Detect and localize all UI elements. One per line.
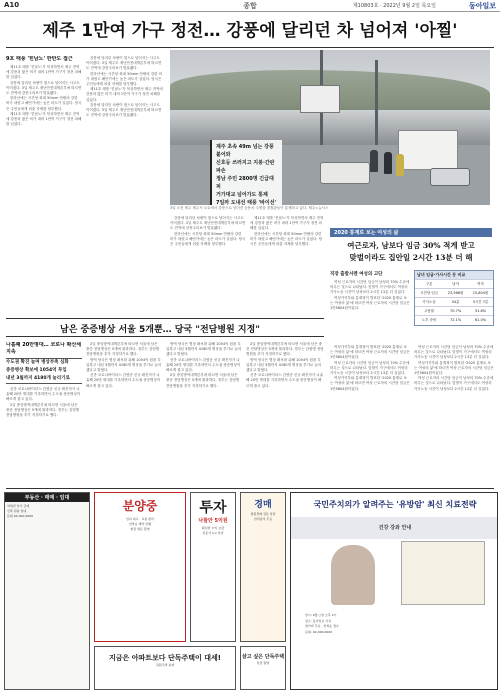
ad-line: 문의 02-000-0000 — [7, 514, 34, 518]
story-paragraph: 신종 코로나바이러스 감염증 신규 확진자가 나흘째 20만 명대를 기록하면서 수도권 중증병상이 빠르게 줄고 있다. — [166, 357, 241, 373]
road-sign — [300, 85, 340, 113]
feature-paragraph: 여성가족부와 통계청이 발표한 '2020 통계로 보는 여성의 삶'에 따르면 여성 근로자의 시간당 임금은 1만5804원이었다. — [330, 295, 410, 311]
feature-body — [414, 345, 494, 485]
table-row — [415, 280, 493, 289]
divider — [6, 488, 494, 489]
stats-table — [414, 270, 494, 326]
body-paragraph: 강풍에 달리던 차량이 옆으로 넘어지는 사고도 이어졌다. 3일 제주도 재난안전대책본부에 따르면 도 전역에 강풍주의보가 발효됐다. — [170, 216, 246, 231]
stats-table-title: 남녀 임금·가사시간 등 비교 — [415, 271, 493, 279]
ad-info-line: 일시: 9월 ○일 오후 2시 — [305, 613, 337, 617]
feature-paragraph: 여성가족부와 통계청이 발표한 '2020 통계로 보는 여성의 삶'에 따르면 여성 근로자의 시간당 임금은 1만5804원이었다. — [330, 345, 410, 360]
ad-lines — [241, 510, 285, 524]
body-paragraph: 제11호 태풍 '힌남노'가 북상하면서 제주 전역에 강풍과 많은 비가 내려 1만여 가구가 정전 피해를 입었다. — [250, 216, 324, 231]
story-paragraph: 신종 코로나바이러스 감염증 신규 확진자가 나흘째 20만 명대를 기록하면서 수도권 중증병상이 빠르게 줄고 있다. — [86, 373, 161, 388]
table-cell: 61.0% — [468, 316, 493, 325]
ad-info — [305, 613, 485, 635]
feature-paragraph: 여성가족부와 통계청이 발표한 '2020 통계로 보는 여성의 삶'에 따르면 여성 근로자의 시간당 임금은 1만5804원이었다. — [330, 376, 410, 391]
story-paragraph: 방역 당국은 병상 확보를 위해 1054억 원을 투입하고 내년 3월까지 4180개 병상을 추가로 늘리겠다고 밝혔다. — [86, 357, 162, 373]
doctor-portrait — [331, 545, 375, 605]
lead-paragraph: 제11호 태풍 '힌남노'가 북상하면서 제주 전역에 강풍과 많은 비가 내려 1만여 가구가 정전 피해를 입었다. — [6, 65, 82, 80]
table-cell: 51.8% — [468, 307, 493, 316]
story-headline: 남은 중증병상 서울 5개뿐… 당국 "전담병원 지정" — [60, 325, 260, 335]
summary-line: 내년 3월까지 4180개 늘리기로 — [6, 376, 70, 381]
stats-table-grid — [415, 279, 493, 325]
ad-title: 지금은 아파트보다 단독주택이 대세! — [109, 654, 221, 662]
body-paragraph: 한라산에는 시간당 최대 50mm 안팎의 강한 비가 내렸고 해안가에는 높은 파도가 일었다. 당국은 주민들에게 외출 자제를 당부했다. — [250, 231, 323, 247]
ad-title: 분양중 — [122, 499, 158, 513]
ad-line: 전원주택 분양 — [155, 663, 175, 667]
lead-column-2 — [86, 56, 164, 306]
feature-body — [330, 345, 410, 485]
story-paragraph: 2일 중앙방역대책본부에 따르면 서울에 남은 중증 전담병상은 5개에 불과하다. 정부는 감염병 전담병원을 추가 지정하기로 했다. — [166, 373, 240, 388]
promo-card — [401, 541, 485, 605]
ad-subtitle: 낙찰만 5억원 — [198, 518, 228, 524]
table-row — [415, 316, 493, 325]
ad-lines — [191, 524, 235, 538]
ad-lines — [5, 502, 89, 521]
ad-title: 경매 — [254, 500, 272, 510]
ad-line: 법원경매 전문 상담 — [250, 512, 276, 516]
overlay-line: 거가대교 넘어가도 통제 — [216, 192, 268, 198]
news-photo — [170, 50, 490, 205]
feature-side-label: 직장 출발서렌 여성의 고단 — [330, 272, 383, 277]
feature-paragraph: 여성 근로자의 시간당 임금이 남성의 70% 수준에 머무는 것으로 나타났다. 맞벌이 가구에서도 여성의 가사노동 시간이 남성보다 2시간 13분 더 길었다. — [414, 376, 494, 391]
classified-ad-invest[interactable] — [190, 492, 236, 642]
summary-line: 중증병상 확보에 1054억 투입 — [6, 368, 67, 373]
story-paragraph: 2일 중앙방역대책본부에 따르면 서울에 남은 중증 전담병상은 5개에 불과하다. 정부는 감염병 전담병원을 추가 지정하기로 했다. — [246, 342, 324, 357]
body-paragraph: 한라산에는 시간당 최대 50mm 안팎의 강한 비가 내렸고 해안가에는 높은 파도가 일었다. 당국은 주민들에게 외출 자제를 당부했다. — [170, 231, 246, 247]
feature-box-title: 2020 통계로 보는 여성의 삶 — [330, 228, 492, 237]
story-paragraph: 방역 당국은 병상 확보를 위해 1054억 원을 투입하고 내년 3월까지 4180개 병상을 추가로 늘리겠다고 밝혔다. — [166, 342, 242, 357]
divider — [6, 318, 324, 319]
table-cell: 23,566원 — [443, 289, 468, 298]
photo-caption: 3일 오전 제주 제주시 도로에서 강풍으로 넘어진 승용차 주변을 경찰관들이 통제하고 있다. 제주=뉴시스 — [170, 206, 329, 210]
feature-headline-line: 여근로자, 남보다 임금 30% 적게 받고 맞벌이라도 집안일 2시간 13분 더 해 — [347, 241, 475, 262]
table-cell: 72.1% — [443, 316, 468, 325]
person — [384, 152, 392, 174]
photo-overlay-summary — [210, 140, 282, 205]
ad-line: 역세권 상가 급매 — [7, 504, 30, 508]
page-header — [0, 0, 500, 12]
table-cell: 남자 — [443, 280, 468, 289]
feature-body — [330, 280, 410, 340]
summary-line: 수도권 확진 늘며 병상부족 심화 — [6, 360, 69, 365]
table-cell: 가사노동 — [415, 298, 443, 307]
story-column — [166, 342, 242, 482]
overlay-line: 신호등 쓰러지고 지붕·간판 파손 — [216, 160, 275, 174]
ad-line: 전문가 1:1 상담 — [202, 531, 224, 535]
lead-paragraph: 한라산에는 시간당 최대 50mm 안팎의 강한 비가 내렸고 해안가에는 높은 파도가 일었다. 당국은 주민들에게 외출 자제를 당부했다. — [86, 71, 163, 87]
divider — [6, 47, 494, 48]
story-paragraph: 2일 중앙방역대책본부에 따르면 서울에 남은 중증 전담병상은 5개에 불과하다. 정부는 감염병 전담병원을 추가 지정하기로 했다. — [6, 402, 80, 418]
lead-column-1 — [6, 56, 82, 306]
newspaper-name: 동아일보 — [468, 1, 496, 10]
classified-ad-realestate[interactable] — [4, 492, 90, 690]
table-cell: 노후 준비 — [415, 316, 443, 325]
body-column — [170, 216, 246, 316]
table-cell: 70.7% — [443, 307, 468, 316]
story-summary — [6, 358, 82, 384]
ad-line: 상담 환영 — [256, 661, 270, 665]
table-cell: 고용률 — [415, 307, 443, 316]
ad-info-line: 장소: 동아일보 사옥 — [305, 618, 332, 623]
classified-ad-sale[interactable] — [94, 492, 186, 642]
overlay-line: 정남 주민 2800명 긴급대피 — [216, 176, 274, 190]
story-paragraph: 신종 코로나바이러스 감염증 신규 확진자가 나흘째 20만 명대를 기록하면서 수도권 중증병상이 빠르게 줄고 있다. — [246, 373, 324, 388]
overlay-line: 7일까 도내선 태풍 '바이선' — [216, 200, 277, 205]
story-paragraph: 신종 코로나바이러스 감염증 신규 확진자가 나흘째 20만 명대를 기록하면서 수도권 중증병상이 빠르게 줄고 있다. — [6, 387, 81, 402]
truck — [398, 130, 458, 170]
table-cell: 54분 — [443, 298, 468, 307]
main-headline: 제주 1만여 가구 정전… 강풍에 달리던 차 넘어져 '아찔' — [42, 21, 458, 41]
ad-title: 국민주치의가 알려주는 '유방암' 최신 치료전략 — [313, 500, 477, 509]
ad-info-line: 참가비 무료 · 선착순 접수 — [305, 624, 339, 628]
overturned-car — [320, 162, 370, 184]
table-row — [415, 298, 493, 307]
ad-line: 권리분석 무료 — [253, 517, 273, 521]
story-column — [246, 342, 324, 482]
feature-paragraph: 여성가족부와 통계청이 발표한 '2020 통계로 보는 여성의 삶'에 따르면 여성 근로자의 시간당 임금은 1만5804원이었다. — [414, 360, 494, 376]
table-row — [415, 307, 493, 316]
story-column — [86, 342, 162, 482]
story-paragraph: 방역 당국은 병상 확보를 위해 1054억 원을 투입하고 내년 3월까지 4180개 병상을 추가로 늘리겠다고 밝혔다. — [246, 357, 322, 373]
lead-paragraph: 강풍에 달리던 차량이 옆으로 넘어지는 사고도 이어졌다. 3일 제주도 재난안전대책본부에 따르면 도 전역에 강풍주의보가 발효됐다. — [86, 102, 162, 118]
lead-label: 9호 태풍 '힌남노' 한반도 접근 — [6, 56, 73, 62]
lead-paragraph: 한라산에는 시간당 최대 50mm 안팎의 강한 비가 내렸고 해안가에는 높은 파도가 일었다. 당국은 주민들에게 외출 자제를 당부했다. — [6, 96, 82, 111]
health-seminar-ad[interactable] — [290, 492, 498, 690]
table-cell: 시간당 임금 — [415, 289, 443, 298]
table-row — [415, 289, 493, 298]
ad-title: 살고 싶은 단독주택 — [241, 654, 285, 660]
table-cell: 3시간 7분 — [468, 298, 493, 307]
lead-paragraph: 강풍에 달리던 차량이 옆으로 넘어지는 사고도 이어졌다. 3일 제주도 재난안전대책본부에 따르면 도 전역에 강풍주의보가 발효됐다. — [86, 56, 162, 71]
classified-ad-house[interactable] — [94, 646, 236, 690]
story-paragraph: 2일 중앙방역대책본부에 따르면 서울에 남은 중증 전담병상은 5개에 불과하다. 정부는 감염병 전담병원을 추가 지정하기로 했다. — [86, 342, 160, 357]
lead-paragraph: 제11호 태풍 '힌남노'가 북상하면서 제주 전역에 강풍과 많은 비가 내려 1만여 가구가 정전 피해를 입었다. — [86, 87, 163, 102]
body-column — [250, 216, 324, 316]
section-label: 종합 — [243, 2, 257, 10]
person — [396, 154, 404, 176]
lead-paragraph: 제11호 태풍 '힌남노'가 북상하면서 제주 전역에 강풍과 많은 비가 내려 1만여 가구가 정전 피해를 입었다. — [6, 111, 82, 127]
page-number: A10 — [4, 1, 20, 9]
ad-title: 부동산 · 매매 · 임대 — [5, 493, 89, 502]
person — [370, 150, 378, 172]
car — [430, 168, 470, 186]
lead-paragraph: 강풍에 달리던 차량이 옆으로 넘어지는 사고도 이어졌다. 3일 제주도 재난안전대책본부에 따르면 도 전역에 강풍주의보가 발효됐다. — [6, 80, 82, 96]
story-byline: 나흘째 20만명대… 코로나 확산세 지속 — [6, 342, 82, 355]
ad-info-line: 문의: 02-000-0000 — [305, 629, 333, 634]
ad-line: 신축 원룸 임대 — [7, 509, 27, 513]
classified-ad-house-2[interactable] — [240, 646, 286, 690]
divider — [6, 336, 324, 337]
classified-ad-auction[interactable] — [240, 492, 286, 642]
ad-line: 확실한 수익 보장 — [201, 526, 225, 530]
ad-line: 선착순 계약 진행 — [128, 522, 152, 526]
ad-title: 투자 — [199, 500, 227, 516]
feature-paragraph: 여성 근로자의 시간당 임금이 남성의 70% 수준에 머무는 것으로 나타났다. 맞벌이 가구에서도 여성의 가사노동 시간이 남성보다 2시간 13분 더 길었다. — [330, 360, 410, 376]
feature-paragraph: 여성 근로자의 시간당 임금이 남성의 70% 수준에 머무는 것으로 나타났다. 맞벌이 가구에서도 여성의 가사노동 시간이 남성보다 2시간 13분 더 길었다. — [330, 280, 410, 295]
ad-lines — [95, 514, 185, 535]
ad-line: 입지 최고 · 교통 편리 — [126, 517, 154, 521]
overlay-line: 제주 초속 49m 넘는 강풍 불어와 — [216, 144, 274, 158]
feature-paragraph: 여성 근로자의 시간당 임금이 남성의 70% 수준에 머무는 것으로 나타났다. 맞벌이 가구에서도 여성의 가사노동 시간이 남성보다 2시간 13분 더 길었다. — [414, 345, 494, 360]
ad-subtitle: 건강 강좌 안내 — [378, 525, 412, 531]
table-cell: 구분 — [415, 280, 443, 289]
issue-date: 제10803호 · 2022년 9월 2일 목요일 — [352, 3, 436, 9]
feature-headline — [330, 240, 492, 264]
story-column — [6, 342, 82, 482]
ad-line: 현장 방문 환영 — [130, 527, 150, 531]
table-cell: 15,804원 — [468, 289, 493, 298]
table-cell: 여자 — [468, 280, 493, 289]
ad-banner — [291, 517, 498, 539]
